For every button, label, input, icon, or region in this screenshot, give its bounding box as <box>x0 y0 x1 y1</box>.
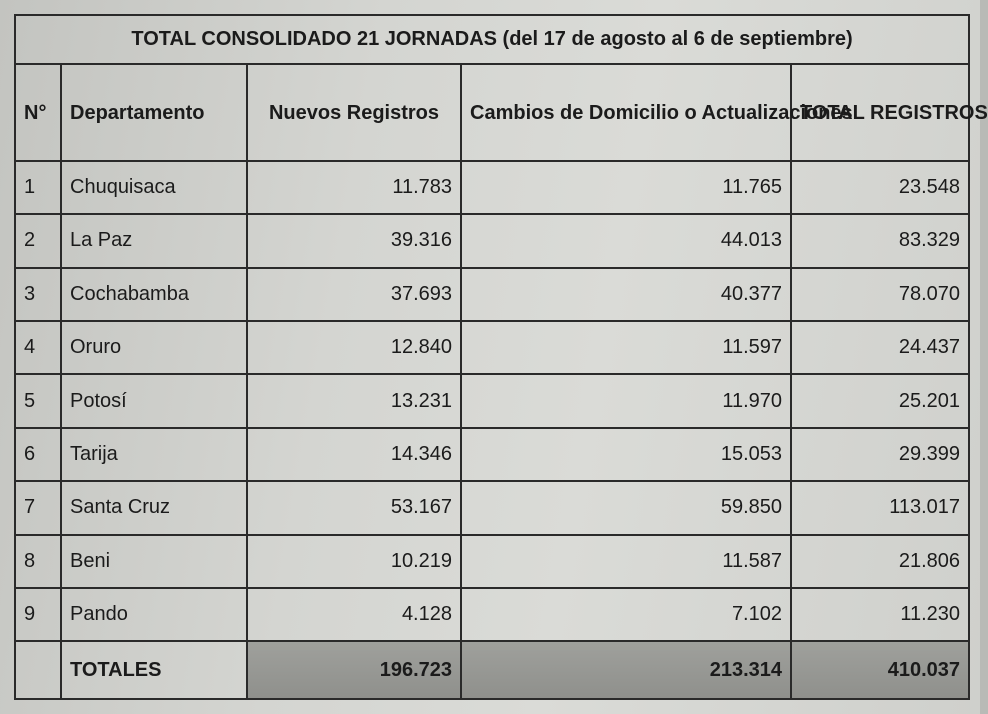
cell-cambios: 11.597 <box>461 321 791 374</box>
table-row <box>15 374 969 427</box>
cell-cambios: 11.765 <box>461 161 791 214</box>
header-total: TOTAL REGISTROS <box>791 64 969 161</box>
cell-num: 2 <box>15 214 61 267</box>
table-title: TOTAL CONSOLIDADO 21 JORNADAS (del 17 de agosto al 6 de septiembre) <box>15 15 969 64</box>
cell-cambios: 7.102 <box>461 588 791 642</box>
cell-num: 5 <box>15 374 61 427</box>
header-cambios: Cambios de Domicilio o Actualizaciones <box>461 64 791 161</box>
totals-row <box>15 641 969 699</box>
cell-departamento: Oruro <box>61 321 247 374</box>
totals-total: 410.037 <box>791 641 969 699</box>
cell-total: 21.806 <box>791 535 969 588</box>
cell-num: 4 <box>15 321 61 374</box>
cell-nuevos: 37.693 <box>247 268 461 321</box>
totals-empty-cell <box>15 641 61 699</box>
cell-nuevos: 4.128 <box>247 588 461 642</box>
cell-total: 11.230 <box>791 588 969 642</box>
cell-cambios: 40.377 <box>461 268 791 321</box>
cell-nuevos: 11.783 <box>247 161 461 214</box>
cell-cambios: 44.013 <box>461 214 791 267</box>
cell-nuevos: 10.219 <box>247 535 461 588</box>
cell-num: 8 <box>15 535 61 588</box>
cell-departamento: Potosí <box>61 374 247 427</box>
cell-departamento: Cochabamba <box>61 268 247 321</box>
table-row <box>15 161 969 214</box>
header-num: N° <box>15 64 61 161</box>
totals-nuevos: 196.723 <box>247 641 461 699</box>
cell-total: 24.437 <box>791 321 969 374</box>
table-row <box>15 481 969 534</box>
header-departamento: Departamento <box>61 64 247 161</box>
header-row <box>15 64 969 161</box>
cell-nuevos: 13.231 <box>247 374 461 427</box>
header-nuevos: Nuevos Registros <box>247 64 461 161</box>
table-row <box>15 535 969 588</box>
cell-total: 29.399 <box>791 428 969 481</box>
cell-departamento: Pando <box>61 588 247 642</box>
totals-label: TOTALES <box>61 641 247 699</box>
title-row <box>15 15 969 64</box>
cell-num: 3 <box>15 268 61 321</box>
cell-total: 83.329 <box>791 214 969 267</box>
cell-departamento: Santa Cruz <box>61 481 247 534</box>
table-body <box>15 161 969 642</box>
cell-departamento: La Paz <box>61 214 247 267</box>
cell-nuevos: 53.167 <box>247 481 461 534</box>
cell-cambios: 11.970 <box>461 374 791 427</box>
table-row <box>15 428 969 481</box>
cell-total: 113.017 <box>791 481 969 534</box>
cell-total: 78.070 <box>791 268 969 321</box>
cell-departamento: Beni <box>61 535 247 588</box>
cell-departamento: Tarija <box>61 428 247 481</box>
cell-departamento: Chuquisaca <box>61 161 247 214</box>
cell-total: 23.548 <box>791 161 969 214</box>
table-row <box>15 588 969 642</box>
totals-cambios: 213.314 <box>461 641 791 699</box>
cell-total: 25.201 <box>791 374 969 427</box>
cell-cambios: 15.053 <box>461 428 791 481</box>
cell-num: 9 <box>15 588 61 642</box>
cell-cambios: 11.587 <box>461 535 791 588</box>
table-row <box>15 321 969 374</box>
cell-nuevos: 39.316 <box>247 214 461 267</box>
cell-num: 7 <box>15 481 61 534</box>
cell-nuevos: 14.346 <box>247 428 461 481</box>
table-row <box>15 268 969 321</box>
cell-num: 1 <box>15 161 61 214</box>
consolidated-table <box>14 14 988 700</box>
cell-num: 6 <box>15 428 61 481</box>
cell-nuevos: 12.840 <box>247 321 461 374</box>
table-row <box>15 214 969 267</box>
cell-cambios: 59.850 <box>461 481 791 534</box>
